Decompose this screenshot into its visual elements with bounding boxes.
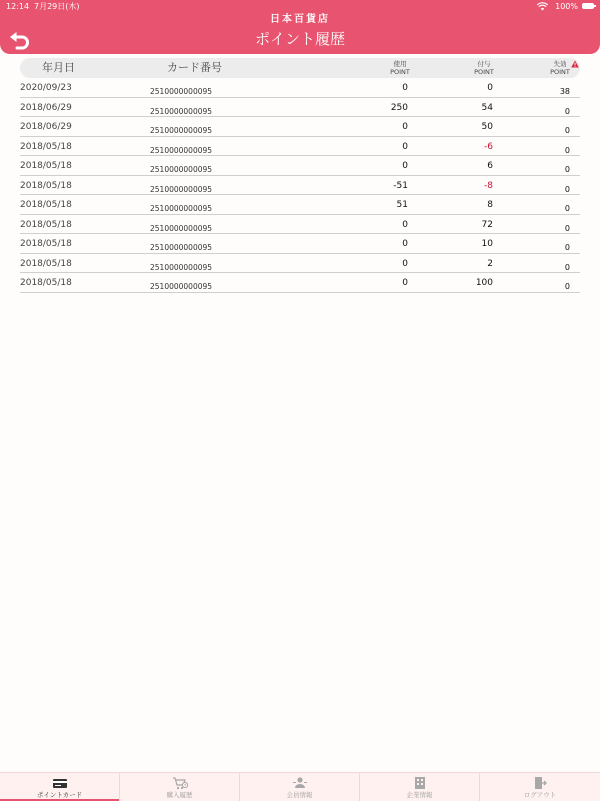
tab-point-card[interactable] <box>0 773 120 801</box>
status-time: 12:14 <box>6 2 30 11</box>
brand-name: 日本百貨店 <box>270 14 330 25</box>
row-card-number: 2510000000095 <box>150 204 213 213</box>
row-used-points: 0 <box>402 122 408 132</box>
column-header-used-top: 使用 <box>393 60 407 68</box>
row-granted-points: -8 <box>484 180 493 191</box>
column-header-used <box>380 58 420 80</box>
tab-label: ポイントカード <box>36 791 83 799</box>
column-header-granted <box>464 58 504 80</box>
page-title: ポイント履歴 <box>254 30 345 48</box>
table-row <box>20 78 580 98</box>
table-row <box>20 156 580 176</box>
table-row <box>20 273 580 293</box>
row-date: 2018/05/18 <box>20 200 72 210</box>
row-expired-points: 0 <box>564 204 570 213</box>
row-expired-points: 0 <box>564 184 570 194</box>
row-used-points: 51 <box>396 200 408 210</box>
app-header <box>0 0 600 54</box>
row-card-number: 2510000000095 <box>150 165 213 174</box>
row-expired-points: 0 <box>564 262 570 272</box>
row-granted-points: 54 <box>481 102 493 113</box>
row-date: 2018/05/18 <box>20 239 72 249</box>
column-header-used-bottom: POINT <box>390 68 410 76</box>
row-date: 2018/05/18 <box>20 219 72 230</box>
table-body <box>20 78 580 293</box>
row-granted-points: 72 <box>481 219 493 230</box>
row-card-number: 2510000000095 <box>150 184 213 194</box>
member-info-icon <box>292 776 308 790</box>
column-header-expired-bottom: POINT <box>550 68 570 76</box>
battery-percent: 100% <box>555 2 578 11</box>
row-granted-points: 50 <box>481 122 493 132</box>
tab-company-info[interactable] <box>360 773 480 801</box>
row-expired-points: 0 <box>564 223 570 233</box>
tab-label: 企業情報 <box>406 791 433 799</box>
back-button[interactable] <box>8 31 32 51</box>
table-row <box>20 176 580 196</box>
row-card-number: 2510000000095 <box>150 126 213 135</box>
row-used-points: -51 <box>393 180 408 191</box>
tab-label: ログアウト <box>523 791 557 799</box>
row-expired-points: 0 <box>564 165 570 174</box>
row-card-number: 2510000000095 <box>150 145 213 155</box>
row-used-points: 0 <box>402 161 408 171</box>
column-header-granted-bottom: POINT <box>474 68 494 76</box>
company-info-icon <box>412 776 428 790</box>
row-expired-points: 0 <box>564 243 570 252</box>
row-granted-points: 100 <box>475 278 493 288</box>
row-granted-points: 6 <box>487 161 493 171</box>
table-row <box>20 254 580 274</box>
table-row <box>20 137 580 157</box>
table-row <box>20 195 580 215</box>
table-row <box>20 234 580 254</box>
row-used-points: 0 <box>402 219 408 230</box>
wifi-icon <box>537 2 548 11</box>
row-used-points: 0 <box>402 141 408 152</box>
row-date: 2018/05/18 <box>20 278 72 288</box>
row-granted-points: 0 <box>487 83 493 93</box>
row-used-points: 0 <box>402 239 408 249</box>
row-date: 2018/06/29 <box>20 102 72 113</box>
table-row <box>20 117 580 137</box>
purchase-history-icon <box>172 776 188 790</box>
row-card-number: 2510000000095 <box>150 282 213 291</box>
row-expired-points: 0 <box>564 126 570 135</box>
row-date: 2018/05/18 <box>20 161 72 171</box>
row-card-number: 2510000000095 <box>150 223 213 233</box>
row-expired-points: 0 <box>564 282 570 291</box>
bottom-tab-bar <box>0 772 600 801</box>
row-date: 2020/09/23 <box>20 83 72 93</box>
logout-icon <box>532 776 548 790</box>
tab-label: 購入履歴 <box>166 791 193 799</box>
row-card-number: 2510000000095 <box>150 87 213 96</box>
row-card-number: 2510000000095 <box>150 262 213 272</box>
tab-purchase-history[interactable] <box>120 773 240 801</box>
row-granted-points: 10 <box>481 239 493 249</box>
point-card-icon <box>52 776 68 790</box>
row-used-points: 250 <box>390 102 408 113</box>
row-date: 2018/05/18 <box>20 141 72 152</box>
row-expired-points: 38 <box>559 87 570 96</box>
row-date: 2018/05/18 <box>20 258 72 269</box>
row-used-points: 0 <box>402 258 408 269</box>
row-used-points: 0 <box>402 278 408 288</box>
row-date: 2018/06/29 <box>20 122 72 132</box>
column-header-date: 年月日 <box>42 61 75 74</box>
column-header-expired-top: 失効 <box>553 60 567 68</box>
warning-icon[interactable] <box>571 60 579 68</box>
row-date: 2018/05/18 <box>20 180 72 191</box>
battery-icon <box>582 3 594 9</box>
tab-member-info[interactable] <box>240 773 360 801</box>
column-header-granted-top: 付与 <box>477 60 491 68</box>
tab-label: 会員情報 <box>286 791 313 799</box>
row-expired-points: 0 <box>564 106 570 116</box>
tab-logout[interactable] <box>480 773 600 801</box>
table-row <box>20 98 580 118</box>
status-date: 7月29日(木) <box>34 2 80 11</box>
row-expired-points: 0 <box>564 145 570 155</box>
row-used-points: 0 <box>402 83 408 93</box>
table-header <box>20 58 580 78</box>
point-history-table <box>20 58 580 293</box>
row-granted-points: -6 <box>484 141 493 152</box>
row-card-number: 2510000000095 <box>150 243 213 252</box>
row-granted-points: 8 <box>487 200 493 210</box>
row-card-number: 2510000000095 <box>150 106 213 116</box>
row-granted-points: 2 <box>487 258 493 269</box>
column-header-card: カード番号 <box>167 61 222 74</box>
table-row <box>20 215 580 235</box>
